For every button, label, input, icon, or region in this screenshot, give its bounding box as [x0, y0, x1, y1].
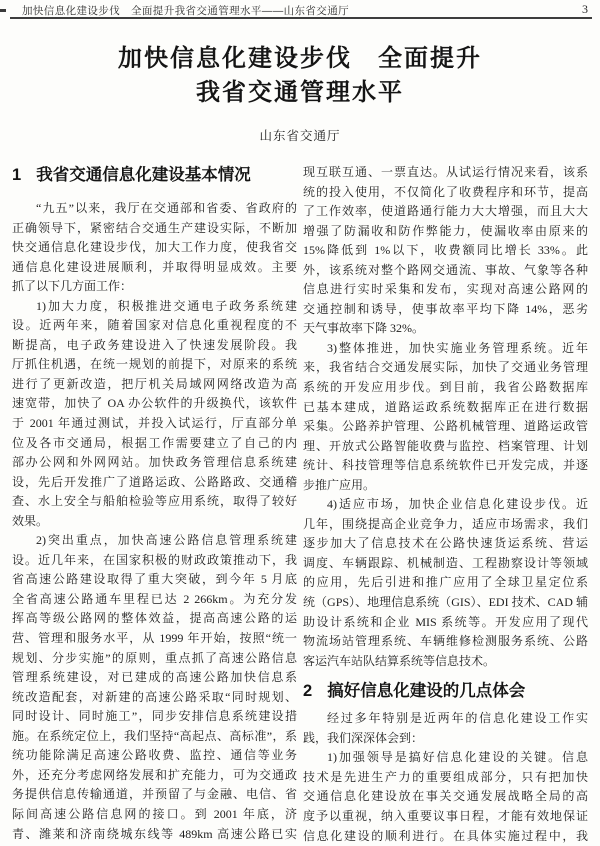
text-line: 客运汽车站队结算系统等信息技术。 [303, 653, 496, 668]
text-line: 助设计系统和企业 MIS 系统等。开发应用了现代 [303, 614, 588, 629]
text-line: 抓了以下几方面工作： [12, 279, 133, 294]
text-line: 同时设计、同时施工”，同步安排信息系统建设措 [12, 709, 297, 724]
text-line: 际间高速公路信息网的接口。到 2001 年底，济 [12, 806, 297, 821]
text-line: 调度、车辆跟踪、机械制造、工程勘察设计等领域 [303, 555, 588, 570]
text-line: 位及各市交通局，根据工作需要建立了自己的内 [12, 435, 297, 450]
text-line: 践，我们深深体会到： [303, 730, 424, 745]
text-line: 施。在系统定位上，我们坚持“高起点、高标准”，系 [12, 728, 297, 743]
text-line: 外，该系统对整个路网交通流、事故、气象等各种 [303, 262, 588, 277]
text-line: 15%降低到 1%以下，收费额同比增长 33%。此 [303, 243, 588, 258]
section-heading [303, 679, 588, 703]
text-line: 查、水上安全与船舶检验等应用系统，取得了较好 [12, 494, 297, 509]
text-line: 2)突出重点，加快高速公路信息管理系统建 [36, 533, 297, 548]
text-line: 效果。 [12, 513, 49, 528]
text-line: 天气事故率下降 32%。 [303, 321, 424, 336]
header-divider [10, 17, 592, 19]
text-line: 统改造配套，对新建的高速公路采取“同时规划、 [12, 689, 297, 704]
text-line: 部办公网和外网网站。加快政务管理信息系统建 [12, 455, 297, 470]
text-line: 理、开放式公路智能收费与监控、档案管理、计划 [303, 438, 588, 453]
text-line: 已基本建成，道路运政系统数据库正在进行数据 [303, 399, 588, 414]
text-line: “九五”以来，我厅在交通部和省委、省政府的 [36, 201, 297, 215]
section-number: 1 [12, 166, 22, 184]
running-header: 加快信息化建设步伐 全面提升我省交通管理水平——山东省交通厅 [22, 5, 349, 17]
text-line: 设。近几年来，在国家积极的财政政策推动下，我 [12, 552, 297, 567]
text-line: 快交通信息化建设步伐，加大工作力度，使我省交 [12, 240, 297, 255]
text-line: 断提高，电子政务建设进入了快速发展阶段。我 [12, 337, 297, 352]
text-line: 4)适应市场，加快企业信息化建设步伐。近 [327, 497, 588, 512]
text-line: 速宽带，加快了 OA 办公软件的升级换代，该软件 [12, 396, 297, 411]
text-line: 通信息化建设进展顺利，并取得明显成效。主要 [12, 259, 297, 274]
text-line: 外，还充分考虑网络发展和扩充能力，可为交通政 [12, 767, 297, 782]
text-line: 经过多年特别是近两年的信息化建设工作实 [327, 711, 588, 726]
text-line: 1)加强领导是搞好信息化建设的关键。信息 [327, 750, 588, 765]
article-title [0, 42, 600, 110]
text-line: 于 2001 年通过测试，并投入试运行，厅直部分单 [12, 416, 297, 431]
text-line: 设，先后开发推广了道路运政、公路路政、交通稽 [12, 474, 297, 489]
text-line: 采集。公路养护管理、公路机械管理、道路运政管 [303, 419, 588, 434]
text-line: 3)整体推进，加快实施业务管理系统。近年 [327, 340, 588, 355]
text-line: 度予以重视，纳入重要议事日程，才能有效地保证 [303, 808, 588, 823]
text-line: 统计、科技管理等信息系统软件已开发完成，并逐 [303, 458, 588, 473]
text-line: 管理系统建设，对已建成的高速公路加快信息系 [12, 670, 297, 685]
text-line: 步推广应用。 [303, 477, 376, 492]
text-column-right [303, 163, 588, 846]
text-line: 正确领导下，紧密结合交通生产建设实际，不断加 [12, 220, 297, 235]
text-line: 增强了防漏收和防作弊能力，使漏收率由原来的 [303, 223, 588, 238]
text-line: 现互联互通、一票直达。从试运行情况来看，该系 [303, 165, 588, 179]
text-line: 统（GPS）、地理信息系统（GIS）、EDI 技术、CAD 辅 [303, 595, 588, 610]
text-line: 青、潍莱和济南绕城东线等 489km 高速公路已实 [12, 826, 297, 841]
text-line: 务提供信息传输通道，并预留了与金融、电信、省 [12, 787, 297, 802]
text-line: 的应用，先后引进和推广应用了全球卫星定位系 [303, 575, 588, 590]
text-line: 进行了更新改造，把厅机关局域网网络改造为高 [12, 376, 297, 391]
text-line: 几年，围绕提高企业竞争力，适应市场需求，我们 [303, 516, 588, 531]
section-heading-text: 搞好信息化建设的几点体会 [327, 682, 526, 701]
text-line: 挥高等级公路网的整体效益，提高高速公路的运 [12, 611, 297, 626]
text-line: 统功能除满足高速公路收费、监控、通信等业务 [12, 748, 297, 763]
text-line: 物流场站管理系统、车辆维修检测服务系统、公路 [303, 634, 588, 649]
text-line: 系统的开发应用步伐。到目前，我省公路数据库 [303, 380, 588, 395]
section-heading-text: 我省交通信息化建设基本情况 [36, 166, 251, 184]
text-line: 规划、分步实施”的原则，重点抓了高速公路信息 [12, 650, 297, 665]
text-line: 省高速公路建设取得了重大突破，到今年 5 月底 [12, 572, 297, 587]
text-line: 了工作效率，使道路通行能力大大增强，而且大大 [303, 204, 588, 219]
text-line: 交通信息化建设放在事关交通发展战略全局的高 [303, 789, 588, 804]
text-line: 交通控制和诱导，使事故率平均下降 14%，恶劣 [303, 301, 588, 316]
page-number: 3 [582, 2, 588, 16]
text-line: 逐步加大了信息技术在公路快速货运系统、营运 [303, 536, 588, 551]
text-line: 厅抓住机遇，在统一规划的前提下，对原来的系统 [12, 357, 297, 372]
section-number: 2 [303, 682, 313, 701]
text-line: 技术是先进生产力的重要组成部分，只有把加快 [303, 769, 588, 784]
section-heading [12, 163, 297, 187]
text-line: 设。近两年来，随着国家对信息化重视程度的不 [12, 318, 297, 333]
article-title-line2: 我省交通管理水平 [196, 79, 404, 106]
text-line: 统的投入使用，不仅简化了收费程序和环节，提高 [303, 184, 588, 199]
article-title-line1: 加快信息化建设步伐 全面提升 [118, 45, 482, 72]
text-line: 来，我省结合交通发展实际，加快了交通业务管理 [303, 360, 588, 375]
text-line: 信息化建设的顺利进行。在具体实施过程中，我 [303, 828, 588, 843]
text-line: 信息进行实时采集和发布，实现对高速公路网的 [303, 282, 588, 297]
text-column-left [12, 163, 297, 844]
text-line: 1)加大力度，积极推进交通电子政务系统建 [36, 298, 297, 313]
scan-artifact [0, 9, 6, 12]
text-line: 全省高速公路通车里程已达 2 266km。为充分发 [12, 591, 297, 606]
text-line: 营、管理和服务水平，从 1999 年开始，按照“统一 [12, 631, 297, 646]
author-affiliation: 山东省交通厅 [259, 129, 341, 143]
